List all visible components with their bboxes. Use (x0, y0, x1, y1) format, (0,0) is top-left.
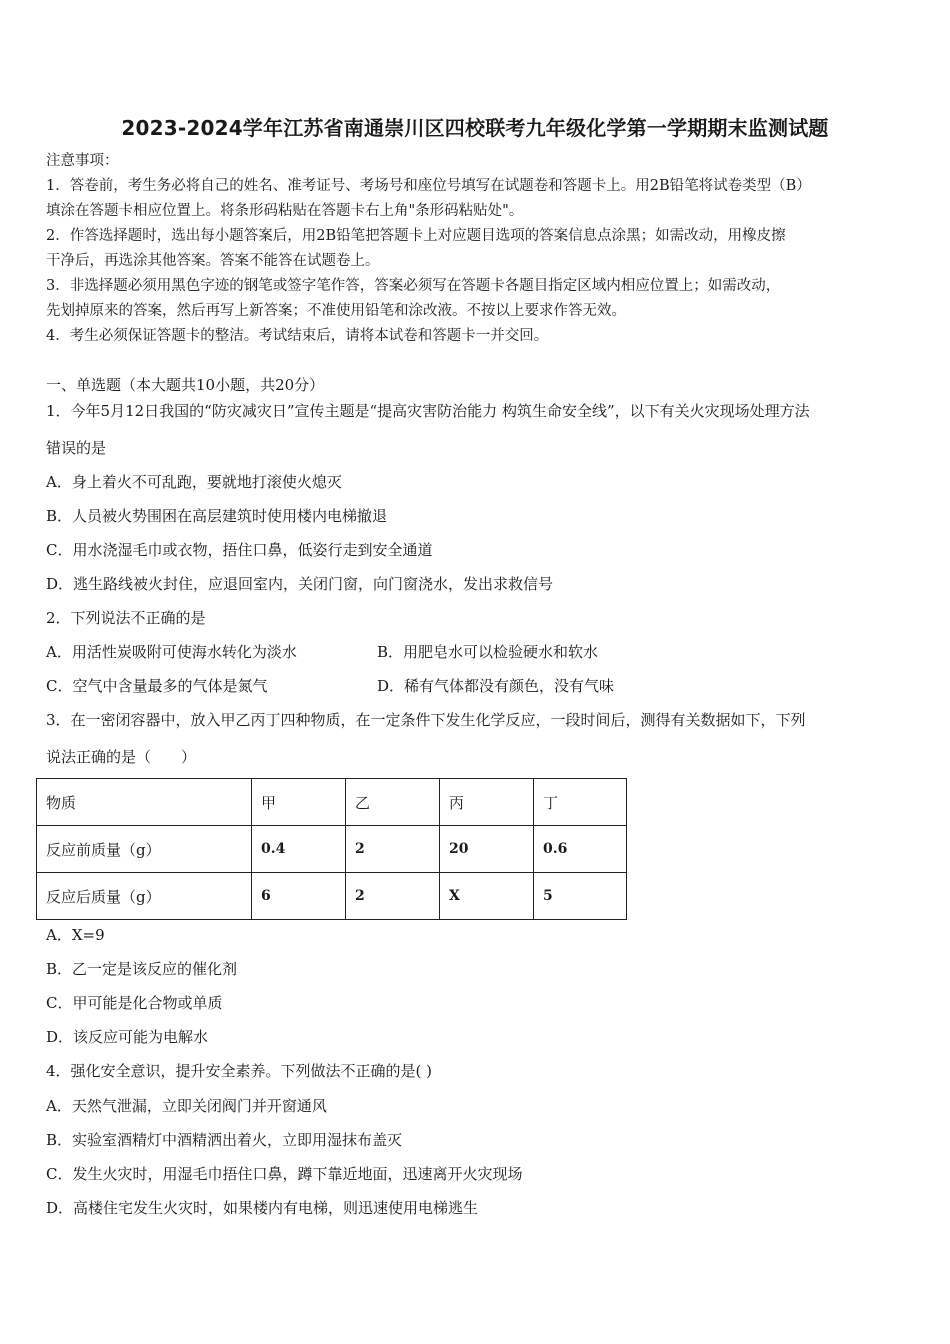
table-cell: 乙 (346, 779, 440, 826)
question-3-option-c: C．甲可能是化合物或单质 (46, 994, 223, 1012)
question-4-option-a: A．天然气泄漏，立即关闭阀门并开窗通风 (46, 1097, 327, 1115)
notice-line: 先划掉原来的答案，然后再写上新答案；不准使用铅笔和涂改液。不按以上要求作答无效。 (46, 303, 626, 319)
notice-line: 2．作答选择题时，选出每小题答案后，用2B铅笔把答题卡上对应题目选项的答案信息点涂黑；如需改动，用橡皮擦 (46, 228, 786, 244)
question-4-option-d: D．高楼住宅发生火灾时，如果楼内有电梯，则迅速使用电梯逃生 (46, 1199, 479, 1217)
notice-line: 3．非选择题必须用黑色字迹的钢笔或签字笔作答，答案必须写在答题卡各题目指定区域内相应位置上；如需改动， (46, 278, 781, 294)
table-cell: 5 (534, 873, 627, 920)
notice-line: 4．考生必须保证答题卡的整洁。考试结束后，请将本试卷和答题卡一并交回。 (46, 328, 549, 344)
table-cell: 反应前质量（g） (37, 826, 252, 873)
table-cell: 2 (346, 873, 440, 920)
page-title: 2023-2024学年江苏省南通崇川区四校联考九年级化学第一学期期末监测试题 (121, 116, 829, 140)
table-cell: 2 (346, 826, 440, 873)
question-3-option-a: A．X=9 (46, 926, 105, 944)
question-4-option-b: B．实验室酒精灯中酒精洒出着火，立即用湿抹布盖灭 (46, 1131, 403, 1149)
question-3-stem-cont: 说法正确的是（ ） (46, 748, 197, 766)
question-1-option-b: B．人员被火势围困在高层建筑时使用楼内电梯撤退 (46, 507, 388, 525)
table-cell: 6 (252, 873, 346, 920)
table-cell: X (440, 873, 534, 920)
notice-line: 1．答卷前，考生务必将自己的姓名、准考证号、考场号和座位号填写在试题卷和答题卡上。用2B铅笔将试卷类型（B） (46, 178, 811, 194)
notice-line: 干净后，再选涂其他答案。答案不能答在试题卷上。 (46, 253, 380, 269)
table-header-row (37, 779, 627, 826)
question-3-option-b: B．乙一定是该反应的催化剂 (46, 960, 238, 978)
question-3-option-d: D．该反应可能为电解水 (46, 1028, 209, 1046)
table-cell: 丁 (534, 779, 627, 826)
table-cell: 甲 (252, 779, 346, 826)
table-cell: 0.6 (534, 826, 627, 873)
question-1-option-c: C．用水浇湿毛巾或衣物，捂住口鼻，低姿行走到安全通道 (46, 541, 433, 559)
question-4-option-c: C．发生火灾时，用湿毛巾捂住口鼻，蹲下靠近地面，迅速离开火灾现场 (46, 1165, 523, 1183)
notice-heading: 注意事项： (46, 153, 119, 169)
question-2-option-c: C．空气中含量最多的气体是氮气 (46, 677, 268, 695)
question-2-option-a: A．用活性炭吸附可使海水转化为淡水 (46, 643, 297, 661)
table-cell: 丙 (440, 779, 534, 826)
question-1-option-a: A．身上着火不可乱跑，要就地打滚使火熄灭 (46, 473, 342, 491)
table-cell: 物质 (37, 779, 252, 826)
notice-line: 填涂在答题卡相应位置上。将条形码粘贴在答题卡右上角"条形码粘贴处"。 (46, 203, 524, 219)
table-row (37, 826, 627, 873)
question-2-option-d: D．稀有气体都没有颜色，没有气味 (377, 677, 615, 695)
question-2-stem: 2．下列说法不正确的是 (46, 609, 206, 627)
reaction-data-table (36, 778, 627, 920)
question-2-option-b: B．用肥皂水可以检验硬水和软水 (377, 643, 599, 661)
question-1-stem-cont: 错误的是 (46, 439, 107, 457)
table-cell: 0.4 (252, 826, 346, 873)
question-3-stem: 3．在一密闭容器中，放入甲乙丙丁四种物质，在一定条件下发生化学反应，一段时间后，测得有关数据如下，下列 (46, 711, 806, 729)
question-1-stem: 1．今年5月12日我国的“防灾减灾日”宣传主题是“提高灾害防治能力 构筑生命安全线”，以下有关火灾现场处理方法 (46, 402, 810, 420)
table-row (37, 873, 627, 920)
table-cell: 反应后质量（g） (37, 873, 252, 920)
question-1-option-d: D．逃生路线被火封住，应退回室内，关闭门窗，向门窗浇水，发出求救信号 (46, 575, 554, 593)
question-4-stem: 4．强化安全意识，提升安全素养。下列做法不正确的是( ) (46, 1062, 433, 1080)
table-cell: 20 (440, 826, 534, 873)
section-heading: 一、单选题（本大题共10小题，共20分） (46, 376, 325, 394)
